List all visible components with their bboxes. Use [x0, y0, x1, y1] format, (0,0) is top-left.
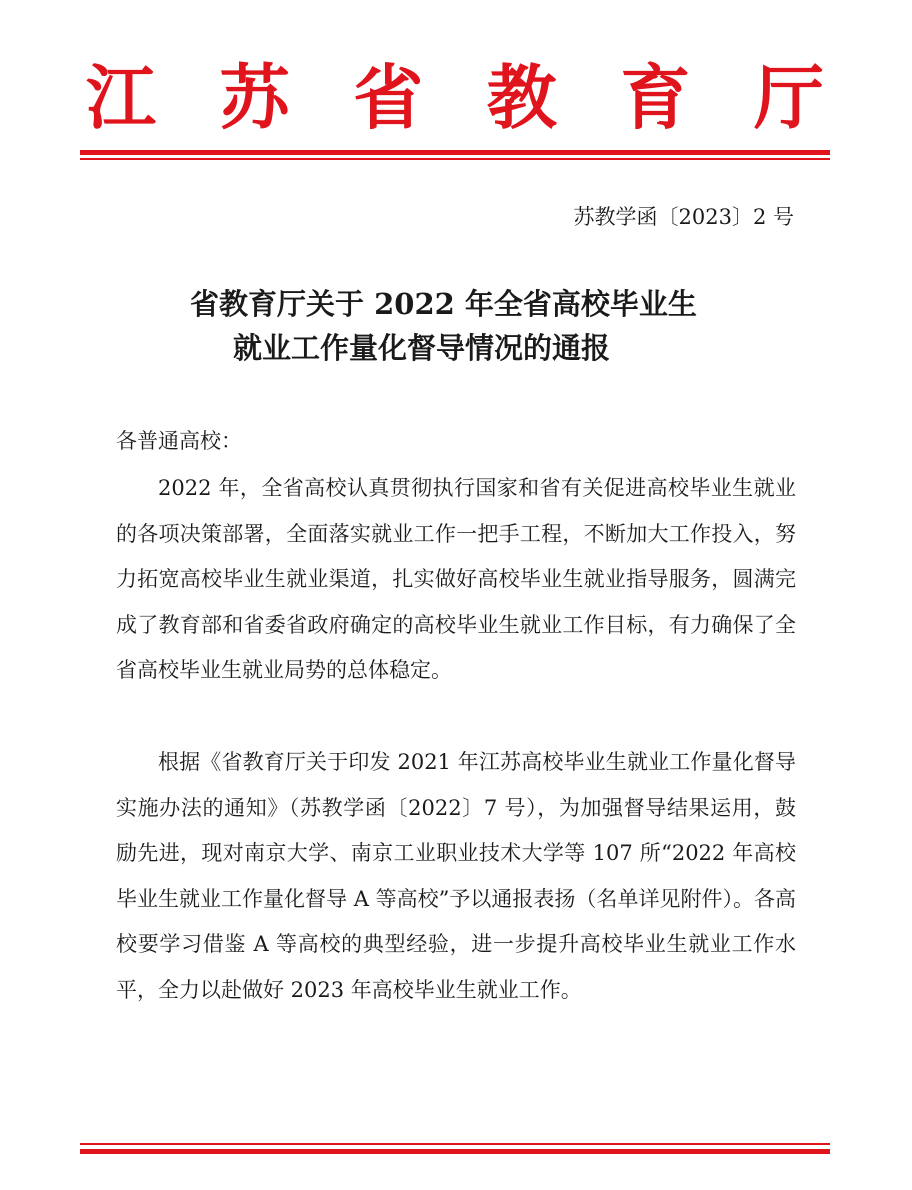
- footer-rule-thick: [80, 1149, 830, 1154]
- document-title-line1: 省教育厅关于 2022 年全省高校毕业生: [190, 287, 697, 321]
- letterhead-rule-thick: [80, 150, 830, 155]
- letterhead-char: 厅: [753, 56, 824, 139]
- body-paragraph: 2022 年，全省高校认真贯彻执行国家和省有关促进高校毕业生就业的各项决策部署，全面落实就业工作一把手工程，不断加大工作投入，努力拓宽高校毕业生就业渠道，扎实做好高校毕业生就业指导服务，圆满完成了教育部和省委省政府确定的高校毕业生就业工作目标，有力确保了全省高校毕业生就业局势的总体稳定。: [116, 476, 796, 682]
- body-paragraph: 根据《省教育厅关于印发 2021 年江苏高校毕业生就业工作量化督导实施办法的通知》（苏教学函〔2022〕7 号），为加强督导结果运用，鼓励先进，现对南京大学、南京工业职业技术大学等 107 所“2022 年高校毕业生就业工作量化督导 A 等高校”予以通报表扬（名单详见附件）。各高校要学习借鉴 A 等高校的典型经验，进一步提升高校毕业生就业工作水平，全力以赴做好 2023 年高校毕业生就业工作。: [116, 750, 796, 1002]
- salutation: 各普通高校：: [116, 429, 242, 453]
- letterhead-char: 育: [620, 56, 691, 139]
- letterhead-char: 苏: [219, 56, 290, 139]
- letterhead-char: 江: [86, 56, 156, 139]
- letterhead-char: 省: [353, 56, 424, 139]
- document-title: [0, 282, 912, 370]
- letterhead-rule-thin: [80, 158, 830, 160]
- document-number: 苏教学函〔2023〕2 号: [573, 205, 794, 229]
- footer-rule-thin: [80, 1143, 830, 1145]
- document-title-line2: 就业工作量化督导情况的通报: [233, 331, 611, 365]
- letterhead-title: [80, 58, 830, 138]
- letterhead-char: 教: [486, 56, 557, 139]
